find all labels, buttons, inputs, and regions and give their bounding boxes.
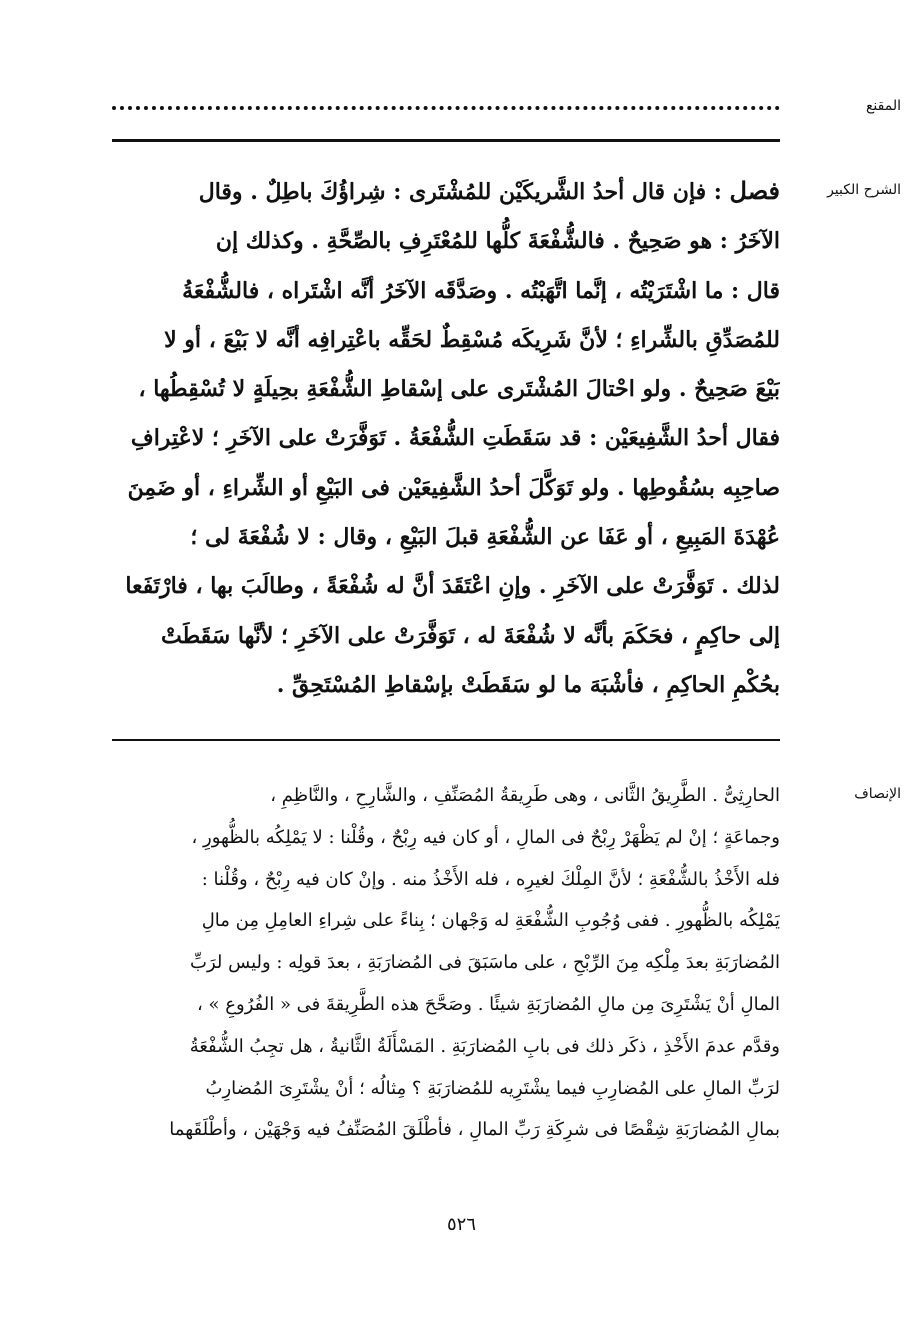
- page-number: ٥٢٦: [446, 1214, 476, 1235]
- insaf-section-label: الإنصاف: [854, 786, 901, 802]
- insaf-line-7: وقدَّم عدمَ الأَخْذِ ، ذكَر ذلك فى بابِ المُضارَبَةِ . المَسْأَلَةُ الثَّانيةُ ، هل تجِبُ الشُّفْعَةُ: [189, 1035, 780, 1057]
- insaf-line-1: الحارِثِىُّ . الطَّرِيقُ الثَّانى ، وهى طَرِيقةُ المُصَنِّفِ ، والشَّارِحِ ، والنَّاظِمِ ،: [270, 785, 780, 806]
- insaf-line-8: لرَبِّ المالِ على المُضارِبِ فيما يشْتَرِيه للمُضارَبَةِ ؟ مِثالُه ؛ أنْ يشْتَرِىَ المُضارِبُ: [205, 1077, 780, 1099]
- insaf-line-2: وجماعَةٍ ؛ إنْ لم يَظْهَرْ رِبْحٌ فى المالِ ، أو كان فيه رِبْحٌ ، وقُلْنا : لا يَمْلِكُه بالظُّهورِ ،: [191, 826, 780, 848]
- sharh-line-9: لذلك . تَوَفَّرَتْ على الآخَرِ . وإنِ اعْتَقَدَ أنَّ له شُفْعَةً ، وطالَبَ بها ، فارْتَفَعا: [125, 573, 780, 600]
- sharh-line-7: صاحِبِه بسُقُوطِها . ولو تَوَكَّلَ أحدُ الشَّفِيعَيْن فى البَيْعِ أو الشِّراءِ ، أو ضَمِنَ: [127, 474, 780, 501]
- sharh-main-text: [112, 166, 780, 710]
- sharh-line-1: [112, 166, 780, 217]
- fasl-lead-word: فصل: [729, 176, 780, 205]
- footnote-separator-rule: [112, 739, 780, 741]
- sharh-section-label: الشرح الكبير: [827, 182, 901, 198]
- sharh-line-10: إلى حاكِمٍ ، فحَكَمَ بأنَّه لا شُفْعَةَ له ، تَوَفَّرَتْ على الآخَرِ ؛ لأنَّها سَقَطَتْ: [161, 622, 780, 649]
- insaf-text: [112, 775, 780, 1151]
- sharh-line-4: للمُصَدِّقِ بالشِّراءِ ؛ لأنَّ شَرِيكَه مُسْقِطٌ لحَقِّه باعْتِرافِه أنَّه لا بَيْعَ ، أو لا: [164, 326, 780, 353]
- running-header-title: المقنع: [865, 98, 901, 114]
- sharh-line-1-text: : فإن قال أحدُ الشَّريكَيْن للمُشْتَرى : شِراؤُكَ باطِلٌ . وقال: [198, 179, 730, 205]
- sharh-line-3: قال : ما اشْتَرَيْتُه ، إنَّما اتَّهَبْتُه . وصَدَّقَه الآخَرُ أنَّه اشْتَراه ، فالشُّفْعَةُ: [182, 277, 780, 304]
- sharh-line-11: بحُكْمِ الحاكِمِ ، فأشْبَهَ ما لو سَقَطَتْ بإسْقاطِ المُسْتَحِقِّ .: [276, 671, 780, 698]
- insaf-line-4: يَمْلِكُه بالظُّهورِ . ففى وُجُوبِ الشُّفْعَةِ له وَجْهان ؛ بِناءً على شِراءِ العامِلِ مِن مالِ: [201, 910, 780, 932]
- insaf-line-9: بمالِ المُضارَبَةِ شِقْصًا فى شرِكَةِ رَبِّ المالِ ، فأطْلَقَ المُصَنِّفُ فيه وَجْهَيْن ، وأطْلَقَهما: [169, 1119, 780, 1141]
- sharh-line-2: الآخَرُ : هو صَحِيحٌ . فالشُّفْعَةَ كلُّها للمُعْتَرِفِ بالصِّحَّةِ . وكذلك إن: [215, 228, 780, 255]
- sharh-line-5: بَيْعَ صَحِيحٌ . ولو احْتالَ المُشْتَرى على إسْقاطِ الشُّفْعَةِ بحِيلَةٍ لا تُسْقِطُها ،: [138, 376, 780, 403]
- sharh-line-8: عُهْدَةَ المَبِيعِ ، أو عَفَا عن الشُّفْعَةِ قبلَ البَيْعِ ، وقال : لا شُفْعَةَ لى ؛: [190, 524, 780, 551]
- sharh-line-6: فقال أحدُ الشَّفِيعَيْن : قد سَقَطَتِ الشُّفْعَةُ . تَوَفَّرَتْ على الآخَرِ ؛ لاعْتِرافِ: [130, 425, 780, 452]
- insaf-line-3: فله الأَخْذُ بالشُّفْعَةِ ؛ لأنَّ المِلْكَ لغيرِه ، فله الأَخْذُ منه . وإنْ كان فيه رِبْحٌ ، وقُلْنا :: [201, 868, 780, 890]
- header-solid-rule: [112, 139, 780, 142]
- insaf-line-6: المالِ أنْ يَشْتَرِىَ مِن مالِ المُضارَبَةِ شيئًا . وصَحَّحَ هذه الطَّرِيقةَ فى « الفُرُوعِ » ،: [197, 993, 780, 1015]
- insaf-line-5: المُضارَبَةِ بعدَ مِلْكِه مِنَ الرِّبْحِ ، على ماسَبَقَ فى المُضارَبَةِ ، بعدَ قولِه : وليس لرَبِّ: [190, 952, 780, 974]
- header-dotted-rule: [112, 106, 780, 110]
